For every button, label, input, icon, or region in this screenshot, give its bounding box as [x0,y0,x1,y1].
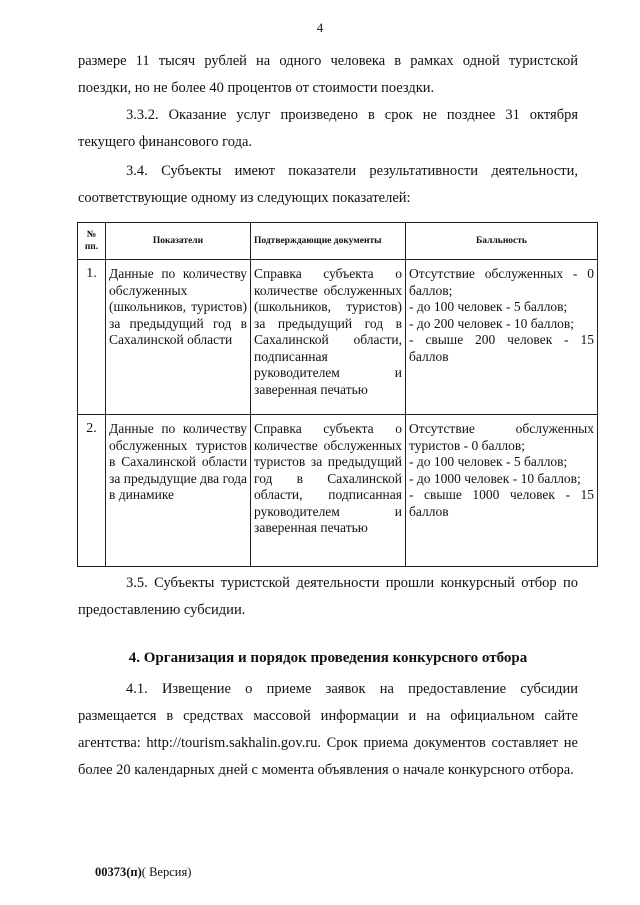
score-line: Отсутствие обслуженных - 0 баллов; [409,266,594,298]
score-line: - до 200 человек - 10 баллов; [409,315,575,331]
score-line: Отсутствие обслуженных туристов - 0 баллов; [409,421,594,453]
header-number: № пп. [78,223,106,260]
row-number: 2. [78,415,106,567]
row-scores [406,415,598,567]
row-number: 1. [78,260,106,415]
score-line: - до 1000 человек - 10 баллов; [409,470,581,486]
paragraph-4-1: 4.1. Извещение о приеме заявок на предоставление субсидии размещается в средствах массовой информации и на официальном сайте агентства: http://tourism.sakhalin.gov.ru. Срок приема документов составляет не более 20 календарных дней с момента объявления о начале конкурсного отбора. [78,681,578,778]
version-label: ( Версия) [141,865,192,879]
criteria-table [77,222,598,567]
score-line: - свыше 200 человек - 15 баллов [409,332,594,364]
section-heading-4: 4. Организация и порядок проведения конкурсного отбора [128,650,528,666]
paragraph-3-4: 3.4. Субъекты имеют показатели результативности деятельности, соответствующие одному из следующих показателей: [78,163,578,206]
paragraph-3-3-2: 3.3.2. Оказание услуг произведено в срок не позднее 31 октября текущего финансового года. [78,107,578,150]
header-indicators: Показатели [106,223,251,260]
score-line: - свыше 1000 человек - 15 баллов [409,487,594,519]
header-scores: Балльность [406,223,598,260]
table-row [78,260,598,415]
page-number: 4 [316,20,324,35]
document-code: 00373(п) [95,865,142,879]
row-document: Справка субъекта о количестве обслуженных туристов за предыдущий год в Сахалинской области, подписанная руководителем и заверенная печатью [251,415,406,567]
row-indicator: Данные по количеству обслуженных (школьников, туристов) за предыдущий год в Сахалинской области [106,260,251,415]
table-header-row [78,223,598,260]
header-documents: Подтверждающие документы [251,223,406,260]
row-indicator: Данные по количеству обслуженных туристов в Сахалинской области за предыдущие два года в динамике [106,415,251,567]
paragraph-3-5: 3.5. Субъекты туристской деятельности прошли конкурсный отбор по предоставлению субсидии. [78,575,578,618]
paragraph-continuation: размере 11 тысяч рублей на одного человека в рамках одной туристской поездки, но не более 40 процентов от стоимости поездки. [78,53,578,96]
score-line: - до 100 человек - 5 баллов; [409,454,568,469]
score-line: - до 100 человек - 5 баллов; [409,299,568,314]
table-row [78,415,598,567]
footer [95,865,191,880]
row-document: Справка субъекта о количестве обслуженных (школьников, туристов) за предыдущий год в Сахалинской области, подписанная руководителем и заверенная печатью [251,260,406,415]
row-scores [406,260,598,415]
